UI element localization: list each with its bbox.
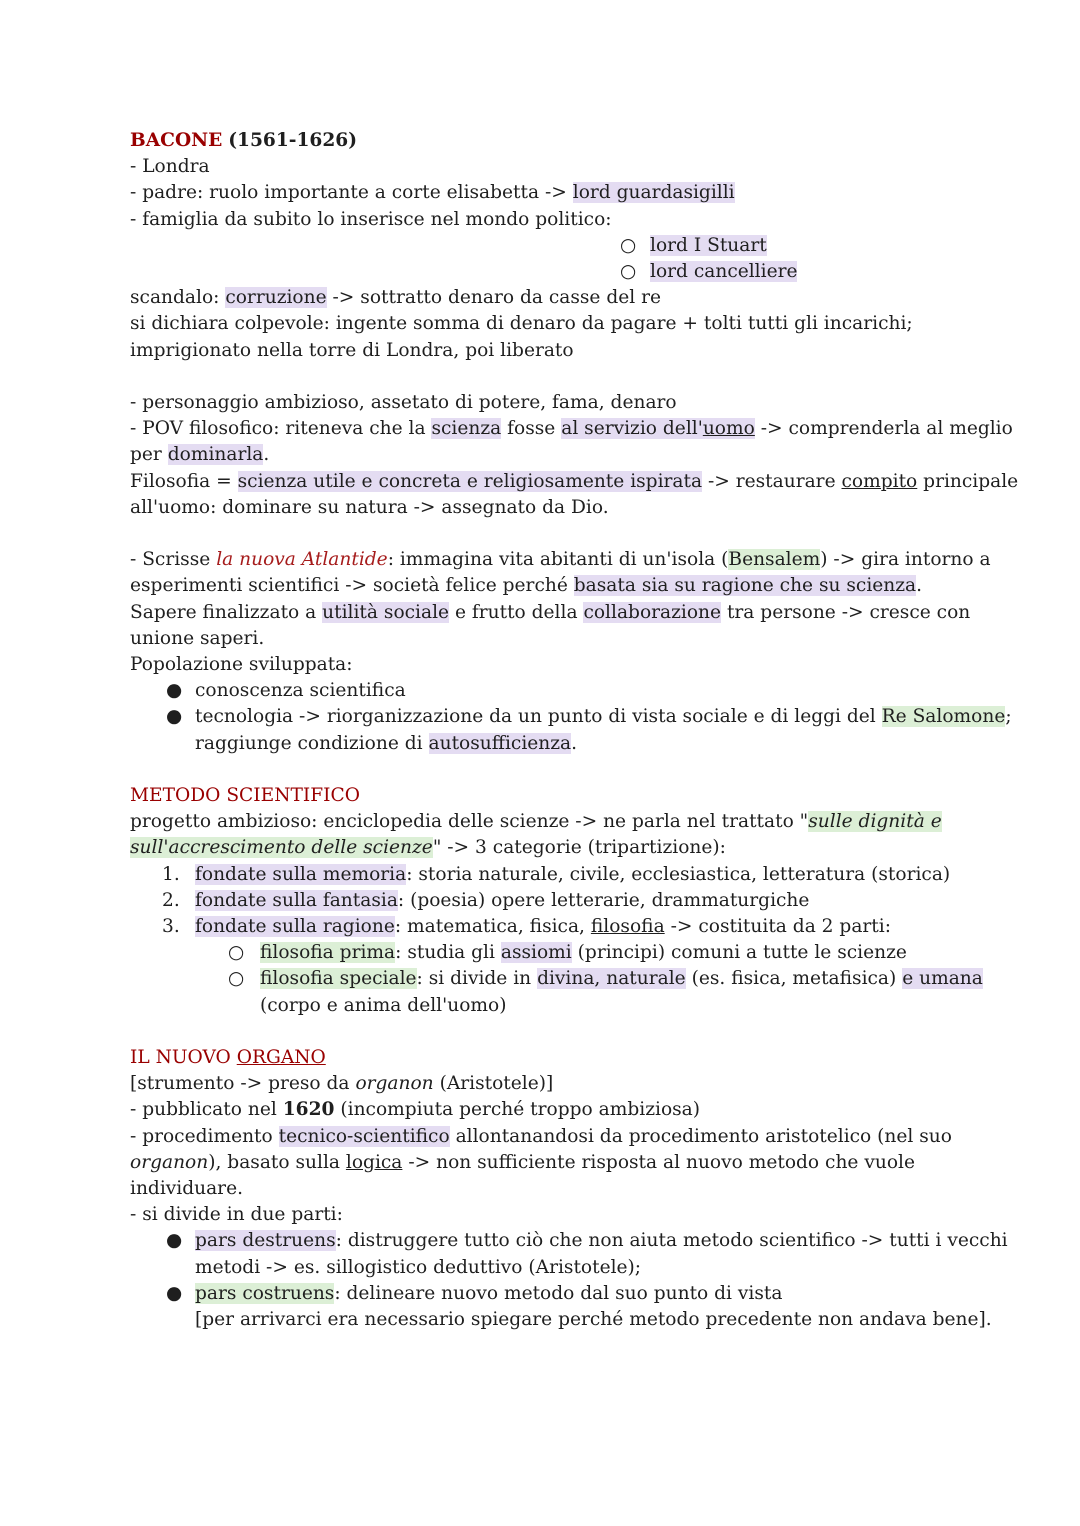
blank-line: [130, 521, 960, 547]
list-item-filosofia-prima: ○ filosofia prima: studia gli assiomi (principi) comuni a tutte le scienze: [130, 940, 960, 966]
blank-line: [130, 364, 960, 390]
line-dominarla: per dominarla.: [130, 444, 270, 466]
bullet-icon: ●: [166, 680, 183, 702]
highlight-lord-guardasigilli: lord guardasigilli: [572, 182, 735, 204]
line-filosofia: Filosofia = scienza utile e concreta e religiosamente ispirata -> restaurare compito principale: [130, 470, 1019, 492]
list-item-continuation: raggiunge condizione di autosufficienza.: [195, 732, 578, 754]
list-item-continuation: (corpo e anima dell'uomo): [260, 994, 507, 1016]
list-item-continuation: metodi -> es. sillogistico deduttivo (Aristotele);: [195, 1256, 642, 1278]
list-item-lord-cancelliere: ○ lord cancelliere: [130, 259, 960, 285]
list-item-filosofia-speciale: ○ filosofia speciale: si divide in divina, naturale (es. fisica, metafisica) e umana: [130, 966, 960, 992]
blank-line: [130, 757, 960, 783]
title-bacone: BACONE: [130, 130, 223, 151]
line-famiglia: - famiglia da subito lo inserisce nel mondo politico:: [130, 208, 612, 230]
line-accrescimento: sull'accrescimento delle scienze" -> 3 categorie (tripartizione):: [130, 837, 726, 859]
bullet-icon: ●: [166, 1282, 183, 1304]
list-item-continuation: [per arrivarci era necessario spiegare perché metodo precedente non andava bene].: [195, 1309, 992, 1331]
bullet-icon: ●: [166, 706, 183, 728]
line-procedimento: - procedimento tecnico-scientifico allontanandosi da procedimento aristotelico (nel suo: [130, 1125, 952, 1147]
line-pov: - POV filosofico: riteneva che la scienza fosse al servizio dell'uomo -> comprenderla al meglio: [130, 418, 1013, 440]
heading-bacone: [130, 128, 960, 154]
heading-nuovo-organo: IL NUOVO ORGANO: [130, 1047, 326, 1069]
line-unione: unione saperi.: [130, 627, 265, 649]
blank-line: [130, 1019, 960, 1045]
line-uomo: all'uomo: dominare su natura -> assegnato da Dio.: [130, 496, 609, 518]
list-item-lord-stuart: ○ lord I Stuart: [130, 233, 960, 259]
line-atlantide: - Scrisse la nuova Atlantide: immagina vita abitanti di un'isola (Bensalem) -> gira intorno a: [130, 549, 991, 571]
line-esperimenti: esperimenti scientifici -> società felice perché basata sia su ragione che su scienza.: [130, 575, 923, 597]
list-item-pars-costruens: ● pars costruens: delineare nuovo metodo dal suo punto di vista: [130, 1281, 960, 1307]
circle-bullet-icon: ○: [620, 261, 637, 283]
line-colpevole: si dichiara colpevole: ingente somma di denaro da pagare + tolti tutti gli incarichi;: [130, 313, 913, 335]
line-popolazione: Popolazione sviluppata:: [130, 654, 353, 676]
line-progetto: progetto ambizioso: enciclopedia delle scienze -> ne parla nel trattato "sulle dignità e: [130, 811, 942, 833]
list-item-conoscenza: ● conoscenza scientifica: [130, 678, 960, 704]
line-organon: organon), basato sulla logica -> non sufficiente risposta al nuovo metodo che vuole: [130, 1151, 915, 1173]
line-pubblicato: - pubblicato nel 1620 (incompiuta perché troppo ambiziosa): [130, 1099, 701, 1121]
bullet-icon: ●: [166, 1230, 183, 1252]
circle-bullet-icon: ○: [620, 234, 637, 256]
circle-bullet-icon: ○: [228, 968, 245, 990]
line-sapere: Sapere finalizzato a utilità sociale e frutto della collaborazione tra persone -> cresce con: [130, 601, 971, 623]
line-imprigionato: imprigionato nella torre di Londra, poi liberato: [130, 339, 574, 361]
line-padre: - padre: ruolo importante a corte elisabetta -> lord guardasigilli: [130, 182, 735, 204]
line-due-parti: - si divide in due parti:: [130, 1204, 343, 1226]
list-item-memoria: 1. fondate sulla memoria: storia naturale, civile, ecclesiastica, letteratura (storica): [162, 863, 951, 885]
title-dates: (1561-1626): [228, 130, 358, 151]
line-individuare: individuare.: [130, 1178, 243, 1200]
circle-bullet-icon: ○: [228, 942, 245, 964]
line-strumento: [strumento -> preso da organon (Aristotele)]: [130, 1073, 554, 1095]
line-scandalo: scandalo: corruzione -> sottratto denaro da casse del re: [130, 287, 662, 309]
notes-page: [130, 128, 1019, 1333]
list-item-tecnologia: ● tecnologia -> riorganizzazione da un punto di vista sociale e di leggi del Re Salomone;: [130, 704, 960, 730]
heading-metodo-scientifico: METODO SCIENTIFICO: [130, 785, 360, 807]
list-item-ragione: 3. fondate sulla ragione: matematica, fisica, filosofia -> costituita da 2 parti:: [162, 916, 891, 938]
list-item-fantasia: 2. fondate sulla fantasia: (poesia) opere letterarie, drammaturgiche: [162, 889, 810, 911]
line-personaggio: - personaggio ambizioso, assetato di potere, fama, denaro: [130, 392, 677, 414]
list-item-pars-destruens: ● pars destruens: distruggere tutto ciò che non aiuta metodo scientifico -> tutti i vecchi: [130, 1228, 960, 1254]
line-londra: - Londra: [130, 156, 210, 178]
